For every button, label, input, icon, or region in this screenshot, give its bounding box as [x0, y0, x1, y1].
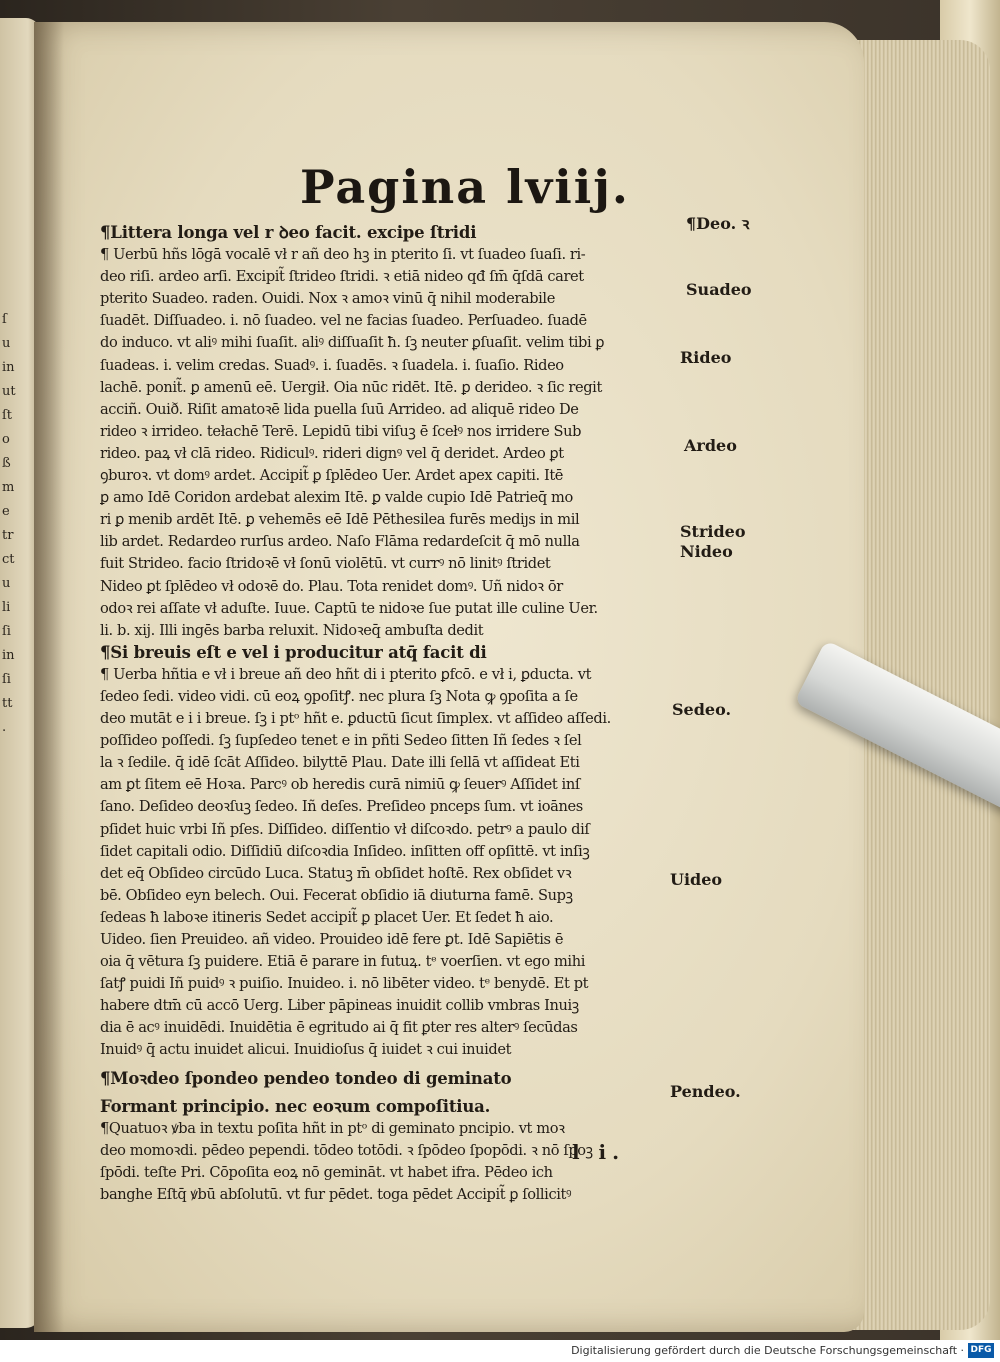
rubric-line: ¶Moꝛdeo ſpondeo pendeo tondeo di geminato — [100, 1068, 512, 1088]
facing-page-fragment: u — [2, 336, 11, 351]
text-line: ſpōdi. teſte Pri. Cōpoſita eoꝝ nō gemināt. vt habet ifra. Pēdeo ich — [100, 1163, 553, 1181]
text-line: lib ardet. Redardeo rurſus ardeo. Naſo Flāma redardeſcit q̄ mō nulla — [100, 533, 580, 551]
text-line: lachē. ponit̃. ꝑ amenū eē. Uergił. Oia nūc ridēt. Itē. ꝑ derideo. ꝛ ſic regit — [100, 378, 602, 396]
text-line: ¶Quatuoꝛ ꝟba in textu poſita hñt in ptᵒ di geminato pncipio. vt moꝛ — [100, 1119, 565, 1137]
facing-page-fragment: ut — [2, 384, 16, 399]
text-line: ſuadeas. i. velim credas. Suadꝰ. i. ſuadēs. ꝛ ſuadela. i. ſuaſio. Rideo — [100, 356, 564, 374]
facing-page-fragment: ſt — [2, 408, 13, 423]
text-line: dia ē acꝰ inuidēdi. Inuidētia ē egritudo ai q̄ fit ꝑter res alterꝰ ſecūdas — [100, 1019, 578, 1037]
text-line: rideo ꝛ irrideo. tełachē Terē. Lepidū tibi viſuꝫ ē ſcełꝰ nos irridere Sub — [100, 422, 582, 440]
text-line: pterito Suadeo. raden. Ouidi. Nox ꝛ amoꝛ vinū q̄ nihil moderabile — [100, 290, 555, 308]
text-line: det eq̄ Obſideo circūdo Luca. Statuꝫ m̄ obſidet hoſtē. Rex obſidet vꝛ — [100, 864, 572, 882]
facing-page-fragment: in — [2, 360, 15, 375]
text-line: Uideo. ſien Preuideo. añ video. Prouideo idē fere ꝑt. Idē Sapiētis ē — [100, 931, 564, 948]
text-line: ¶ Uerba hñtia e vł i breue añ deo hñt di i pterito ꝑfcō. e vł i, ꝑducta. vt — [100, 665, 592, 683]
text-line: am ꝑt ſitem eē Hoꝛa. Parcꝰ ob heredis curā nimiū ꝙ ſeuerꝰ Aſſidet inſ — [100, 776, 580, 794]
text-line: ri ꝑ menib ardēt Itē. ꝑ vehemēs eē Idē Pēthesilea furēs mediȷs in mil — [100, 511, 580, 529]
text-line: acciñ. Ouið. Riſit amatoꝛē lida puella ſuū Arrideo. ad aliquē rideo De — [100, 400, 579, 418]
facing-page-fragment: li — [2, 600, 11, 615]
margin-note-suadeo: Suadeo — [686, 280, 752, 299]
text-line: ¶ Uerbū hñs lōgā vocalē vł r añ deo hꝫ in pterito ſi. vt ſuadeo ſuaſi. ri- — [100, 246, 586, 264]
dfg-logo: DFG — [968, 1343, 994, 1358]
text-line: ſatꝭ puidi Iñ puidꝰ ꝛ puiſio. Inuideo. i. nō libēter video. tᵉ benydē. Et pt — [100, 975, 589, 993]
facing-page-fragment: ß — [2, 456, 11, 471]
page-heading: Pagina lviij. — [300, 160, 630, 214]
page-text-block — [100, 222, 685, 1206]
text-line: la ꝛ ſedile. q̄ idē ſcāt Aſſideo. bilyttē Plau. Date illi ſellā vt aſſideat Eti — [100, 754, 580, 772]
text-line: odoꝛ rei aſſate vł aduſte. Iuue. Captū te nidoꝛe ſue putat ille culine Uer. — [100, 599, 598, 617]
facing-page-fragment: e — [2, 504, 10, 519]
facing-page-fragment: ſ — [2, 312, 7, 327]
text-line: ſuadēt. Diſſuadeo. i. nō ſuadeo. vel ne facias ſuadeo. Perſuadeo. ſuadē — [100, 312, 587, 330]
margin-note-pendeo: Pendeo. — [670, 1082, 741, 1101]
margin-note-ardeo: Ardeo — [684, 436, 737, 455]
text-line: banghe Eſtq̄ ꝟbū abſolutū. vt fur pēdet. toga pēdet Accipit̃ ꝑ ſollicitꝰ — [100, 1186, 572, 1204]
page-gutter-shadow — [34, 22, 64, 1332]
facing-page-fragment: tr — [2, 528, 14, 543]
text-line: ſano. Deſideo deoꝛſuꝫ ſedeo. Iñ deſes. Preſideo pnceps ſum. vt ioānes — [100, 798, 583, 816]
facing-page-fragment: o — [2, 432, 10, 447]
facing-page-fragment: ſi — [2, 672, 11, 687]
facing-page-fragment: u — [2, 576, 11, 591]
text-line: rideo. paꝝ vł clā rideo. Ridiculꝰ. rideri dignꝰ vel q̄ deridet. Ardeo ꝑt — [100, 444, 564, 462]
text-line: deo momoꝛdi. pēdeo pependi. tōdeo totōdi. ꝛ ſpōdeo ſpopōdi. ꝛ nō ſpoꝫ — [100, 1141, 593, 1159]
text-line: pſidet huic vrbi Iñ pſes. Diſſideo. diſſentio vł diſcoꝛdo. petrꝰ a paulo diſ — [100, 820, 590, 838]
text-line: deo riſi. ardeo arſi. Excipit̃ ſtrideo ſtridi. ꝛ etiā nideo qđ ſm̄ q̄ſdā caret — [100, 268, 584, 286]
footer-credit: Digitalisierung gefördert durch die Deutsche Forschungsgemeinschaft · — [571, 1344, 964, 1357]
text-line: Inuidꝰ q̄ actu inuidet alicui. Inuidioſus q̄ iuidet ꝛ cui inuidet — [100, 1041, 512, 1059]
text-line: ꝑ amo Idē Coridon ardebat alexim Itē. ꝑ valde cupio Idē Patrieq̄ mo — [100, 489, 573, 507]
margin-note-rideo: Rideo — [680, 348, 732, 367]
text-line: deo mutāt e i i breue. ſꝫ i ptᵒ hñt e. ꝑductū ſicut ſimplex. vt aſſideo aſſedi. — [100, 710, 611, 728]
margin-note-nideo: Nideo — [680, 542, 733, 561]
margin-note-deo: ¶Deo. ꝛ — [686, 214, 750, 233]
text-line: fuit Strideo. facio ſtridoꝛē vł ſonū violētū. vt currꝰ nō linitꝰ ſtridet — [100, 555, 551, 573]
text-line: ꝯburoꝛ. vt domꝰ ardet. Accipit̃ ꝑ ſplēdeo Uer. Ardet apex capiti. Itē — [100, 467, 564, 485]
footer-bar — [0, 1340, 1000, 1362]
margin-note-sedeo: Sedeo. — [672, 700, 732, 719]
facing-page-fragment: tt — [2, 696, 13, 711]
text-line: poſſideo poſſedi. ſꝫ ſupſedeo tenet e in pñti Sedeo ſitten Iñ ſedes ꝛ ſel — [100, 732, 582, 750]
rubric-line: ¶Si breuis eſt e vel i producitur atq̄ facit di — [100, 642, 487, 662]
text-line: do induco. vt aliꝰ mihi ſuaſit. aliꝰ diſſuaſit ħ. ſꝫ neuter ꝑſuaſit. velim tibi ꝑ — [100, 334, 605, 352]
text-line: li. b. xij. Illi ingēs barba reluxit. Nidoꝛeq̄ ambuſta dedit — [100, 621, 484, 639]
rubric-line: Formant principio. nec eoꝛum compoſitiua. — [100, 1096, 491, 1116]
facing-page-fragment: m — [2, 480, 15, 495]
text-line: Nideo ꝑt ſplēdeo vł odoꝛē do. Plau. Tota renidet domꝰ. Uñ nidoꝛ ōr — [100, 577, 563, 595]
facing-page-fragment: ſi — [2, 624, 11, 639]
facing-page-fragment: in — [2, 648, 15, 663]
facing-page-fragment: ct — [2, 552, 15, 567]
text-line: ſedeas ħ laboꝛe itineris Sedet accipit̃ ꝑ placet Uer. Et ſedet ħ aio. — [100, 908, 554, 926]
text-line: habere dtm̄ cū accō Uerg. Liber pāpineas inuidit collib vmbras Inuiꝫ — [100, 997, 579, 1015]
folio-signature: l i. — [572, 1140, 626, 1164]
facing-page-fragment: . — [2, 720, 7, 735]
rubric-line: ¶Littera longa vel r ꝺeo facit. excipe ſtridi — [100, 223, 477, 242]
margin-note-strideo: Strideo — [680, 522, 746, 541]
text-line: ſedeo ſedi. video vidi. cū eoꝝ ꝯpoſitꝭ. nec plura ſꝫ Nota ꝙ ꝯpoſita a ſe — [100, 687, 578, 705]
margin-note-uideo: Uideo — [670, 870, 723, 889]
text-line: oia q̄ vētura ſꝫ puidere. Etiā ē parare in futuꝝ. tᵉ voerſien. vt ego mihi — [100, 953, 585, 971]
text-line: bē. Obſideo eyn belech. Oui. Fecerat obſidio iā diuturna famē. Supꝫ — [100, 886, 573, 904]
text-line: ſidet capitali odio. Diſſidiū diſcoꝛdia Inſideo. inſitten off opſittē. vt inſiꝫ — [100, 842, 590, 860]
